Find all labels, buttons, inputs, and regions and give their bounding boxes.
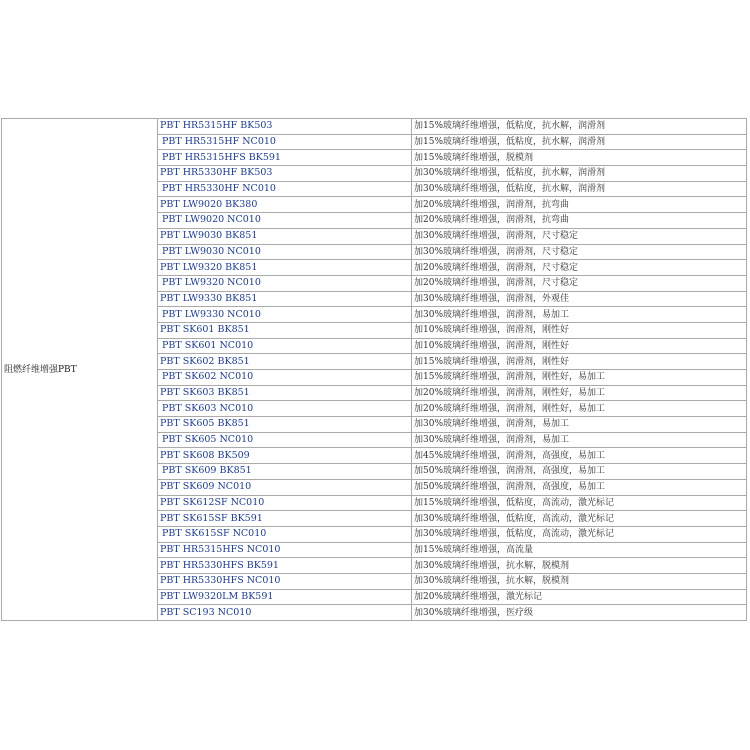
model-link[interactable]: PBT HR5315HFS NC010: [158, 542, 412, 558]
description-cell: 加20%玻璃纤维增强，激光标记: [412, 589, 747, 605]
description-cell: 加30%玻璃纤维增强，抗水解，脱模剂: [412, 573, 747, 589]
description-cell: 加20%玻璃纤维增强，润滑剂，抗弯曲: [412, 213, 747, 229]
description-cell: 加15%玻璃纤维增强，润滑剂，刚性好: [412, 354, 747, 370]
model-link[interactable]: PBT SK605 BK851: [158, 417, 412, 433]
description-cell: 加30%玻璃纤维增强，润滑剂，外观佳: [412, 291, 747, 307]
model-link[interactable]: PBT LW9330 NC010: [158, 307, 412, 323]
description-cell: 加15%玻璃纤维增强，脱模剂: [412, 150, 747, 166]
model-link[interactable]: PBT SK609 BK851: [158, 464, 412, 480]
model-link[interactable]: PBT HR5315HFS BK591: [158, 150, 412, 166]
model-link[interactable]: PBT SK615SF BK591: [158, 511, 412, 527]
model-link[interactable]: PBT SK608 BK509: [158, 448, 412, 464]
model-link[interactable]: PBT SK602 BK851: [158, 354, 412, 370]
description-cell: 加30%玻璃纤维增强，润滑剂，易加工: [412, 417, 747, 433]
model-link[interactable]: PBT HR5315HF BK503: [158, 119, 412, 135]
description-cell: 加30%玻璃纤维增强，润滑剂，尺寸稳定: [412, 244, 747, 260]
description-cell: 加30%玻璃纤维增强，润滑剂，易加工: [412, 307, 747, 323]
model-link[interactable]: PBT LW9030 BK851: [158, 228, 412, 244]
model-link[interactable]: PBT HR5330HF NC010: [158, 181, 412, 197]
description-cell: 加20%玻璃纤维增强，润滑剂，抗弯曲: [412, 197, 747, 213]
description-cell: 加50%玻璃纤维增强，润滑剂，高强度，易加工: [412, 464, 747, 480]
description-cell: 加15%玻璃纤维增强，低粘度，抗水解，润滑剂: [412, 134, 747, 150]
description-cell: 加10%玻璃纤维增强，润滑剂，刚性好: [412, 338, 747, 354]
description-cell: 加20%玻璃纤维增强，润滑剂，尺寸稳定: [412, 275, 747, 291]
description-cell: 加20%玻璃纤维增强，润滑剂，刚性好，易加工: [412, 401, 747, 417]
model-link[interactable]: PBT SK615SF NC010: [158, 526, 412, 542]
model-link[interactable]: PBT HR5315HF NC010: [158, 134, 412, 150]
description-cell: 加10%玻璃纤维增强，润滑剂，刚性好: [412, 322, 747, 338]
model-link[interactable]: PBT LW9030 NC010: [158, 244, 412, 260]
model-link[interactable]: PBT SK601 NC010: [158, 338, 412, 354]
model-link[interactable]: PBT LW9320 NC010: [158, 275, 412, 291]
model-link[interactable]: PBT SK603 BK851: [158, 385, 412, 401]
model-link[interactable]: PBT SC193 NC010: [158, 605, 412, 621]
description-cell: 加30%玻璃纤维增强，低粘度，抗水解，润滑剂: [412, 181, 747, 197]
description-cell: 加50%玻璃纤维增强，润滑剂，高强度，易加工: [412, 479, 747, 495]
model-link[interactable]: PBT HR5330HFS NC010: [158, 573, 412, 589]
model-link[interactable]: PBT LW9330 BK851: [158, 291, 412, 307]
description-cell: 加30%玻璃纤维增强，低粘度，抗水解，润滑剂: [412, 166, 747, 182]
description-cell: 加15%玻璃纤维增强，润滑剂，刚性好，易加工: [412, 370, 747, 386]
model-link[interactable]: PBT LW9020 BK380: [158, 197, 412, 213]
model-link[interactable]: PBT SK602 NC010: [158, 370, 412, 386]
description-cell: 加20%玻璃纤维增强，润滑剂，刚性好，易加工: [412, 385, 747, 401]
description-cell: 加15%玻璃纤维增强，低粘度，高流动，激光标记: [412, 495, 747, 511]
description-cell: 加45%玻璃纤维增强，润滑剂，高强度，易加工: [412, 448, 747, 464]
category-cell: 阻燃纤维增强PBT: [2, 119, 158, 621]
model-link[interactable]: PBT SK601 BK851: [158, 322, 412, 338]
model-link[interactable]: PBT LW9320 BK851: [158, 260, 412, 276]
description-cell: 加30%玻璃纤维增强，润滑剂，尺寸稳定: [412, 228, 747, 244]
description-cell: 加30%玻璃纤维增强，抗水解，脱模剂: [412, 558, 747, 574]
model-link[interactable]: PBT LW9320LM BK591: [158, 589, 412, 605]
description-cell: 加15%玻璃纤维增强，高流量: [412, 542, 747, 558]
product-table: [1, 118, 747, 621]
model-link[interactable]: PBT SK605 NC010: [158, 432, 412, 448]
description-cell: 加30%玻璃纤维增强，医疗级: [412, 605, 747, 621]
model-link[interactable]: PBT HR5330HFS BK591: [158, 558, 412, 574]
description-cell: 加30%玻璃纤维增强，低粘度，高流动，激光标记: [412, 511, 747, 527]
model-link[interactable]: PBT SK609 NC010: [158, 479, 412, 495]
table-row: [2, 119, 747, 135]
model-link[interactable]: PBT SK603 NC010: [158, 401, 412, 417]
table-body: [2, 119, 747, 621]
description-cell: 加30%玻璃纤维增强，润滑剂，易加工: [412, 432, 747, 448]
model-link[interactable]: PBT LW9020 NC010: [158, 213, 412, 229]
model-link[interactable]: PBT SK612SF NC010: [158, 495, 412, 511]
description-cell: 加15%玻璃纤维增强，低粘度，抗水解，润滑剂: [412, 119, 747, 135]
model-link[interactable]: PBT HR5330HF BK503: [158, 166, 412, 182]
description-cell: 加30%玻璃纤维增强，低粘度，高流动，激光标记: [412, 526, 747, 542]
description-cell: 加20%玻璃纤维增强，润滑剂，尺寸稳定: [412, 260, 747, 276]
